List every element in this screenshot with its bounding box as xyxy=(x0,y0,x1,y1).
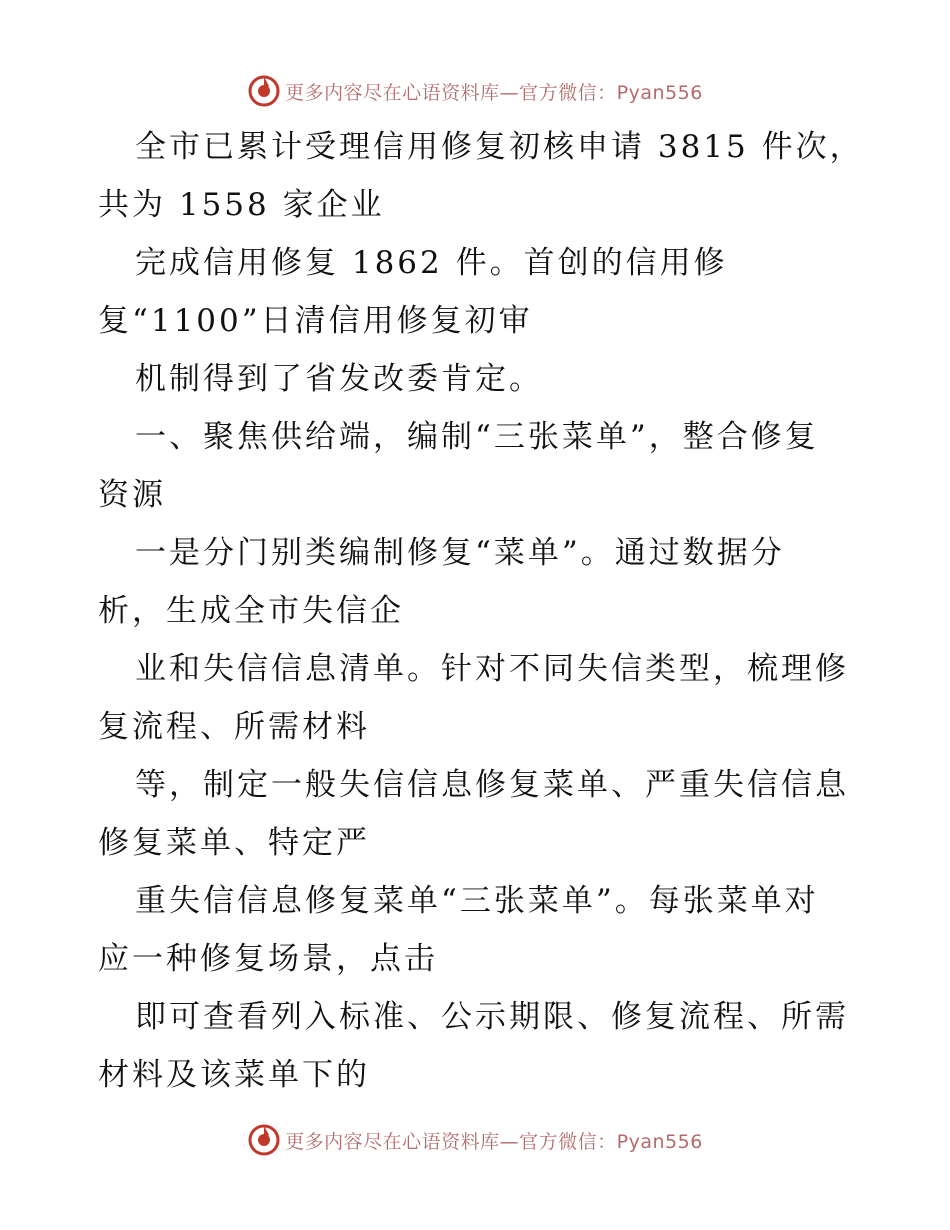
paragraph-line: 复“1100”日清信用修复初审 xyxy=(98,303,533,339)
paragraph-line: 修复菜单、特定严 xyxy=(98,825,370,861)
section-heading-line: 一、聚焦供给端，编制“三张菜单”，整合修复 xyxy=(135,419,819,455)
paragraph-line: 一是分门别类编制修复“菜单”。通过数据分 xyxy=(135,535,785,571)
paragraph-line: 应一种修复场景，点击 xyxy=(98,941,438,977)
paragraph-line: 重失信信息修复菜单“三张菜单”。每张菜单对 xyxy=(135,883,819,919)
watermark-logo-icon xyxy=(247,1123,281,1157)
paragraph-line: 业和失信信息清单。针对不同失信类型，梳理修 xyxy=(135,651,849,687)
paragraph-line: 机制得到了省发改委肯定。 xyxy=(135,361,543,397)
watermark-text: 更多内容尽在心语资料库—官方微信：Pyan556 xyxy=(285,1130,703,1153)
footer-watermark xyxy=(0,1120,950,1160)
paragraph-line: 材料及该菜单下的 xyxy=(98,1057,370,1093)
paragraph-line: 全市已累计受理信用修复初核申请 3815 件次， xyxy=(135,129,864,165)
header-watermark xyxy=(0,71,950,111)
paragraph-line: 共为 1558 家企业 xyxy=(98,187,385,223)
paragraph-line: 完成信用修复 1862 件。首创的信用修 xyxy=(135,245,728,281)
watermark-text: 更多内容尽在心语资料库—官方微信：Pyan556 xyxy=(285,81,703,104)
watermark-logo-icon xyxy=(247,74,281,108)
paragraph-line: 复流程、所需材料 xyxy=(98,709,370,745)
paragraph-line: 析，生成全市失信企 xyxy=(98,593,404,629)
paragraph-line: 等，制定一般失信信息修复菜单、严重失信信息 xyxy=(135,767,849,803)
section-heading-line: 资源 xyxy=(98,477,166,513)
paragraph-line: 即可查看列入标准、公示期限、修复流程、所需 xyxy=(135,999,849,1035)
